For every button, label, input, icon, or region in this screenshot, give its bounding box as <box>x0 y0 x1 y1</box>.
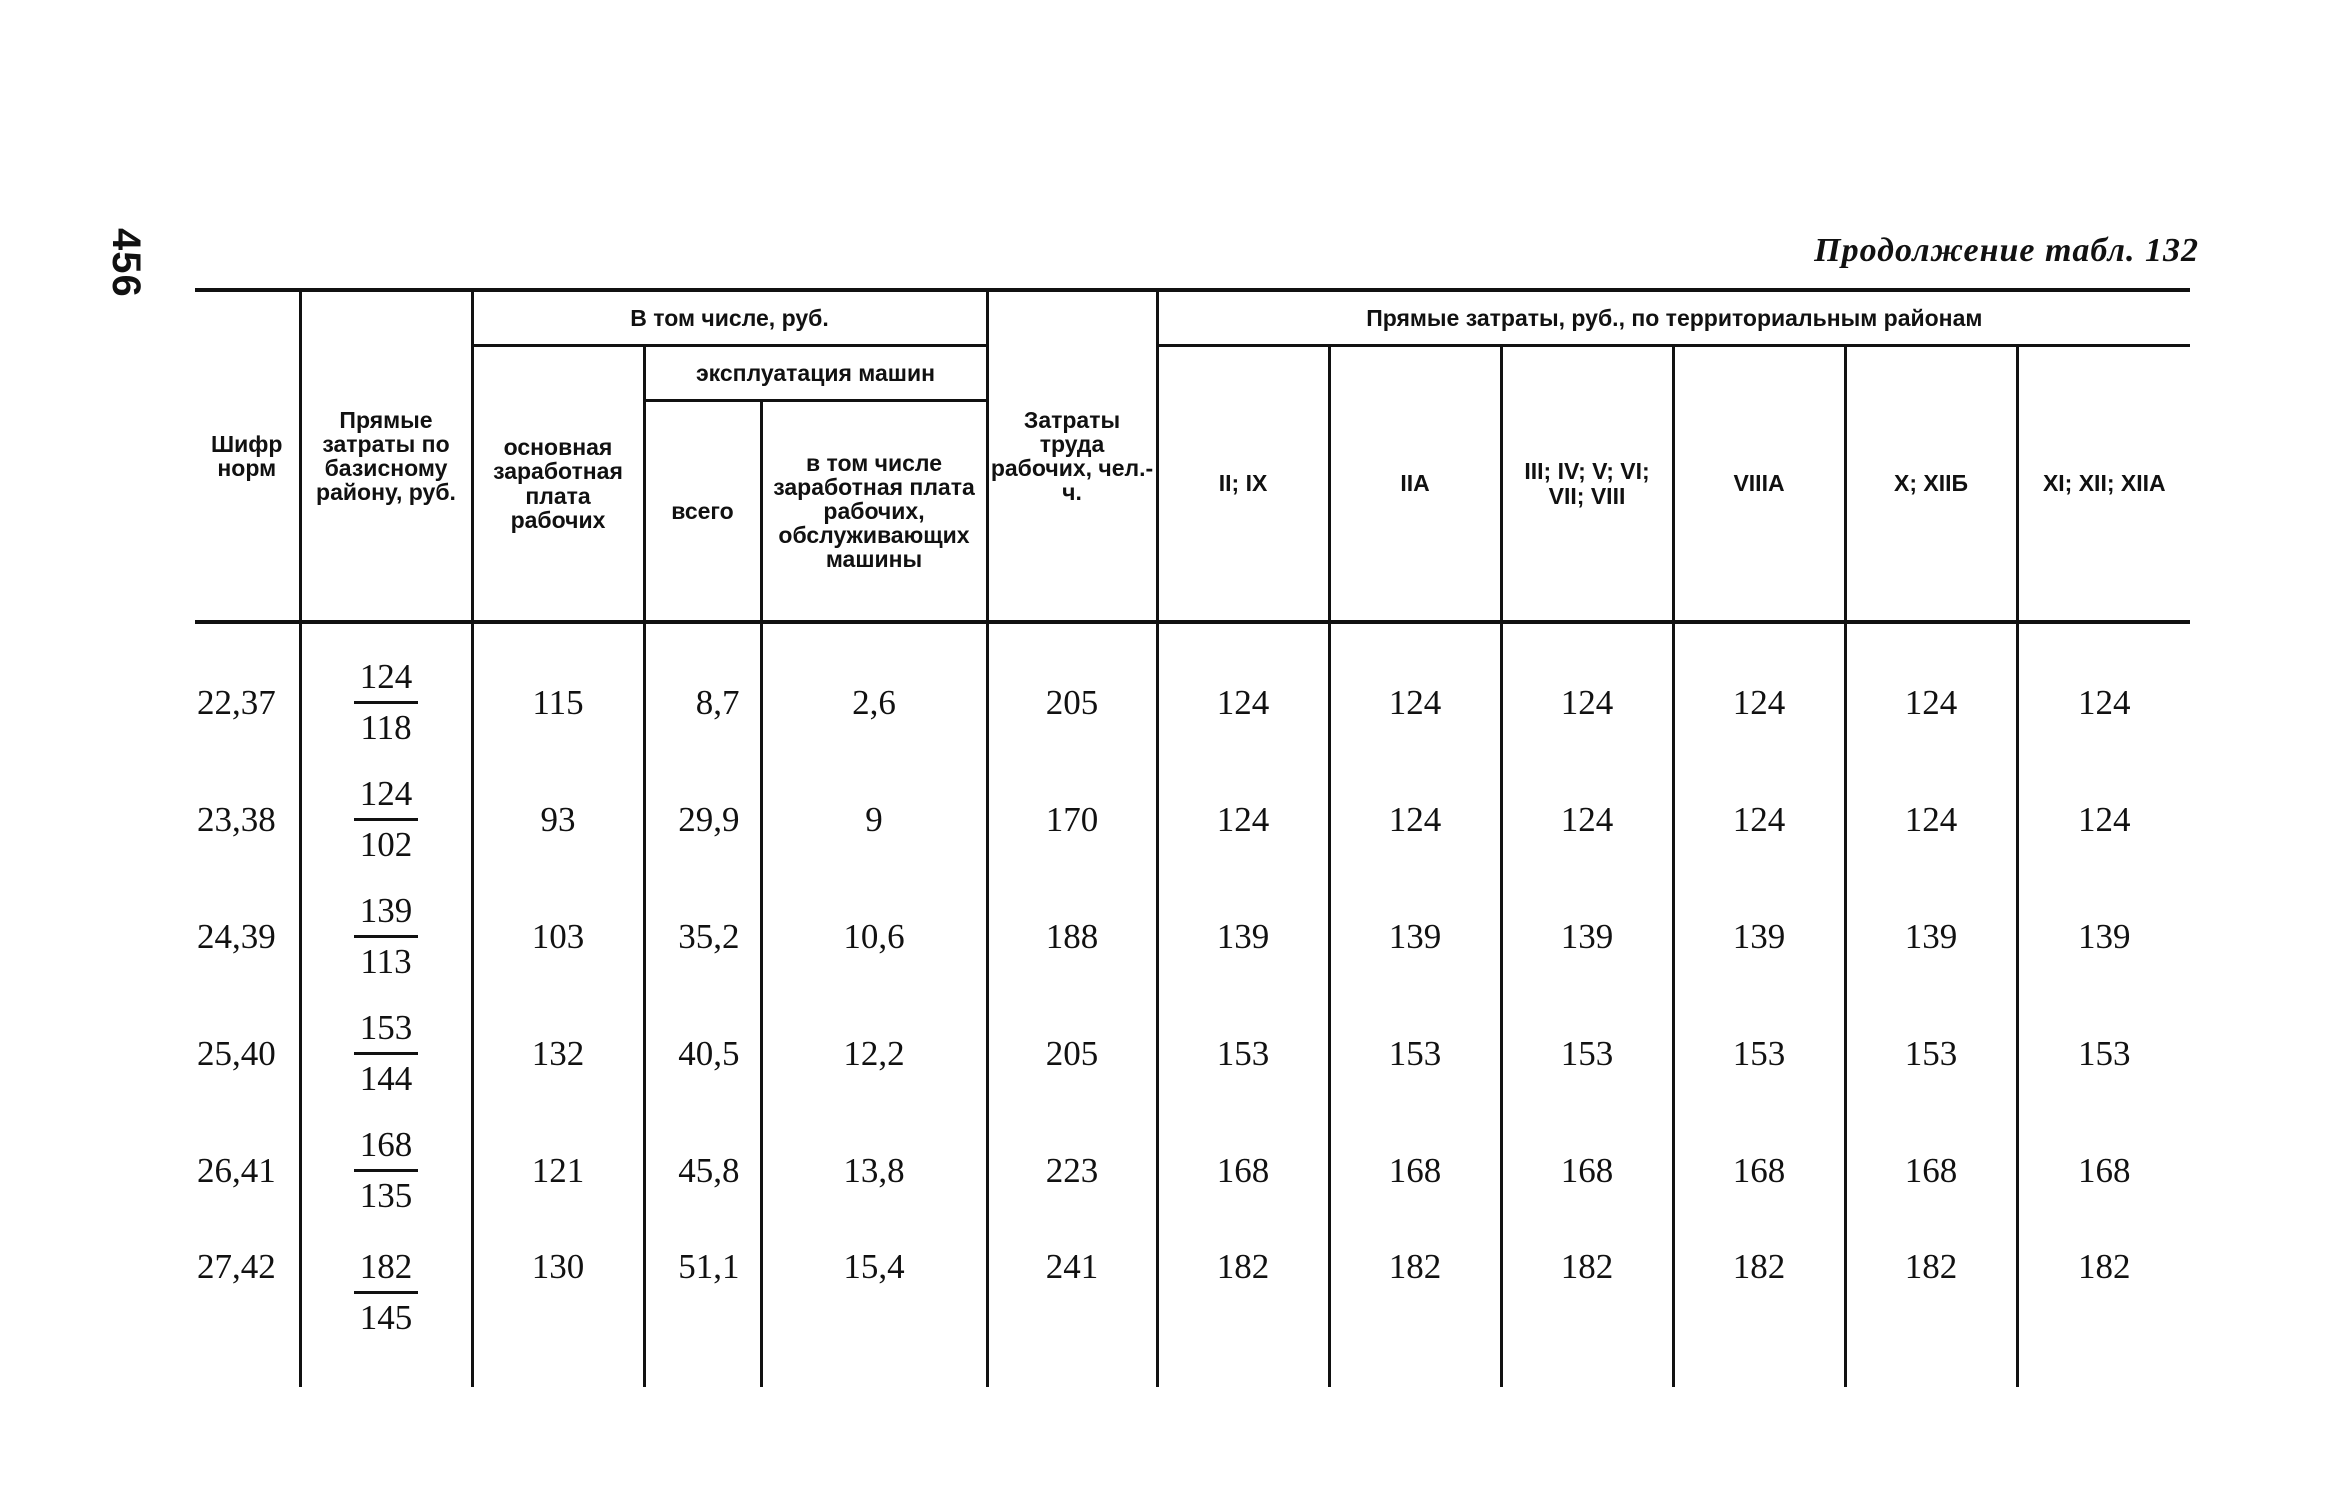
table-row <box>195 878 2190 995</box>
cell-region-1: 153 <box>1157 995 1329 1112</box>
table-row <box>195 1112 2190 1229</box>
base-cost-fraction <box>354 1008 419 1099</box>
cell-region-5: 153 <box>1845 995 2017 1112</box>
cell-region-3: 124 <box>1501 622 1673 761</box>
cell-region-6: 182 <box>2017 1229 2190 1387</box>
base-cost-numerator: 182 <box>354 1247 419 1294</box>
cell-code: 26,41 <box>195 1112 300 1229</box>
cell-region-1: 182 <box>1157 1229 1329 1387</box>
base-cost-numerator: 153 <box>354 1008 419 1055</box>
cell-region-4: 124 <box>1673 761 1845 878</box>
cell-region-6: 153 <box>2017 995 2190 1112</box>
base-cost-fraction <box>354 1247 419 1338</box>
cell-region-6: 168 <box>2017 1112 2190 1229</box>
cell-machine-wage: 12,2 <box>761 995 987 1112</box>
cell-code: 25,40 <box>195 995 300 1112</box>
cell-code: 24,39 <box>195 878 300 995</box>
page-number: 456 <box>104 228 148 298</box>
cell-machine-total: 45,8 <box>644 1112 761 1229</box>
cell-region-3: 124 <box>1501 761 1673 878</box>
cell-machine-wage: 2,6 <box>761 622 987 761</box>
cell-region-1: 124 <box>1157 761 1329 878</box>
cell-labor: 223 <box>987 1112 1157 1229</box>
base-cost-denominator: 113 <box>360 942 412 981</box>
header-region-5: X; XIIБ <box>1845 346 2017 623</box>
cell-labor: 205 <box>987 622 1157 761</box>
cell-region-5: 124 <box>1845 761 2017 878</box>
cell-region-3: 139 <box>1501 878 1673 995</box>
cell-base-cost <box>300 878 472 995</box>
cell-machine-total: 8,7 <box>644 622 761 761</box>
header-code: Шифр норм <box>195 290 300 622</box>
base-cost-numerator: 168 <box>354 1125 419 1172</box>
table-caption: Продолжение табл. 132 <box>1814 232 2199 269</box>
table-row <box>195 761 2190 878</box>
cell-region-5: 182 <box>1845 1229 2017 1387</box>
cell-base-cost <box>300 1229 472 1387</box>
header-machine-total: всего <box>644 401 761 623</box>
cell-region-1: 168 <box>1157 1112 1329 1229</box>
cell-region-2: 153 <box>1329 995 1501 1112</box>
base-cost-numerator: 139 <box>354 891 419 938</box>
cell-region-1: 139 <box>1157 878 1329 995</box>
cell-base-cost <box>300 1112 472 1229</box>
header-region-4: VIIIА <box>1673 346 1845 623</box>
cell-code: 27,42 <box>195 1229 300 1387</box>
cell-machine-total: 35,2 <box>644 878 761 995</box>
cell-labor: 241 <box>987 1229 1157 1387</box>
cell-region-5: 124 <box>1845 622 2017 761</box>
cell-region-4: 182 <box>1673 1229 1845 1387</box>
cell-base-wage: 132 <box>472 995 644 1112</box>
cell-region-4: 153 <box>1673 995 1845 1112</box>
cell-region-6: 124 <box>2017 761 2190 878</box>
table-row <box>195 1229 2190 1387</box>
base-cost-fraction <box>354 657 419 748</box>
cell-base-cost <box>300 995 472 1112</box>
cell-region-3: 182 <box>1501 1229 1673 1387</box>
cell-region-5: 168 <box>1845 1112 2017 1229</box>
cell-region-2: 182 <box>1329 1229 1501 1387</box>
cell-labor: 205 <box>987 995 1157 1112</box>
table-body <box>195 622 2190 1387</box>
cell-base-cost <box>300 761 472 878</box>
header-machine-group: эксплуатация машин <box>644 346 987 401</box>
header-region-2: IIА <box>1329 346 1501 623</box>
header-including-group: В том числе, руб. <box>472 290 987 346</box>
base-cost-fraction <box>354 891 419 982</box>
cell-machine-wage: 13,8 <box>761 1112 987 1229</box>
base-cost-numerator: 124 <box>354 774 419 821</box>
cell-region-4: 168 <box>1673 1112 1845 1229</box>
cell-labor: 170 <box>987 761 1157 878</box>
cell-base-wage: 115 <box>472 622 644 761</box>
cell-machine-total: 51,1 <box>644 1229 761 1387</box>
header-base-cost: Прямые затраты по базисному району, руб. <box>300 290 472 622</box>
cell-region-6: 139 <box>2017 878 2190 995</box>
cell-base-wage: 93 <box>472 761 644 878</box>
header-region-1: II; IX <box>1157 346 1329 623</box>
cell-region-2: 124 <box>1329 761 1501 878</box>
header-machine-wage: в том числе заработная плата рабочих, обслуживающих машины <box>761 401 987 623</box>
cell-code: 22,37 <box>195 622 300 761</box>
table-row <box>195 622 2190 761</box>
cell-region-4: 124 <box>1673 622 1845 761</box>
cell-machine-wage: 9 <box>761 761 987 878</box>
header-base-wage: основная заработная плата рабочих <box>472 346 644 623</box>
base-cost-fraction <box>354 1125 419 1216</box>
cell-machine-total: 29,9 <box>644 761 761 878</box>
base-cost-fraction <box>354 774 419 865</box>
cell-base-wage: 121 <box>472 1112 644 1229</box>
cell-region-2: 168 <box>1329 1112 1501 1229</box>
base-cost-denominator: 102 <box>359 825 413 864</box>
cell-region-3: 153 <box>1501 995 1673 1112</box>
cell-region-3: 168 <box>1501 1112 1673 1229</box>
cost-table <box>195 288 2190 1387</box>
base-cost-numerator: 124 <box>354 657 419 704</box>
header-region-3: III; IV; V; VI; VII; VIII <box>1501 346 1673 623</box>
cell-region-1: 124 <box>1157 622 1329 761</box>
cell-region-4: 139 <box>1673 878 1845 995</box>
cell-base-wage: 130 <box>472 1229 644 1387</box>
table-row <box>195 995 2190 1112</box>
base-cost-denominator: 118 <box>360 708 412 747</box>
cell-region-2: 124 <box>1329 622 1501 761</box>
base-cost-denominator: 144 <box>359 1059 413 1098</box>
cell-machine-wage: 10,6 <box>761 878 987 995</box>
cell-labor: 188 <box>987 878 1157 995</box>
cell-region-6: 124 <box>2017 622 2190 761</box>
base-cost-denominator: 135 <box>359 1176 413 1215</box>
cell-region-2: 139 <box>1329 878 1501 995</box>
cell-base-wage: 103 <box>472 878 644 995</box>
cell-region-5: 139 <box>1845 878 2017 995</box>
cell-base-cost <box>300 622 472 761</box>
base-cost-denominator: 145 <box>359 1298 413 1337</box>
header-labor: Затраты труда рабочих, чел.-ч. <box>987 290 1157 622</box>
header-region-6: XI; XII; XIIА <box>2017 346 2190 623</box>
cell-code: 23,38 <box>195 761 300 878</box>
cell-machine-wage: 15,4 <box>761 1229 987 1387</box>
header-regions-group: Прямые затраты, руб., по территориальным районам <box>1157 290 2190 346</box>
cell-machine-total: 40,5 <box>644 995 761 1112</box>
